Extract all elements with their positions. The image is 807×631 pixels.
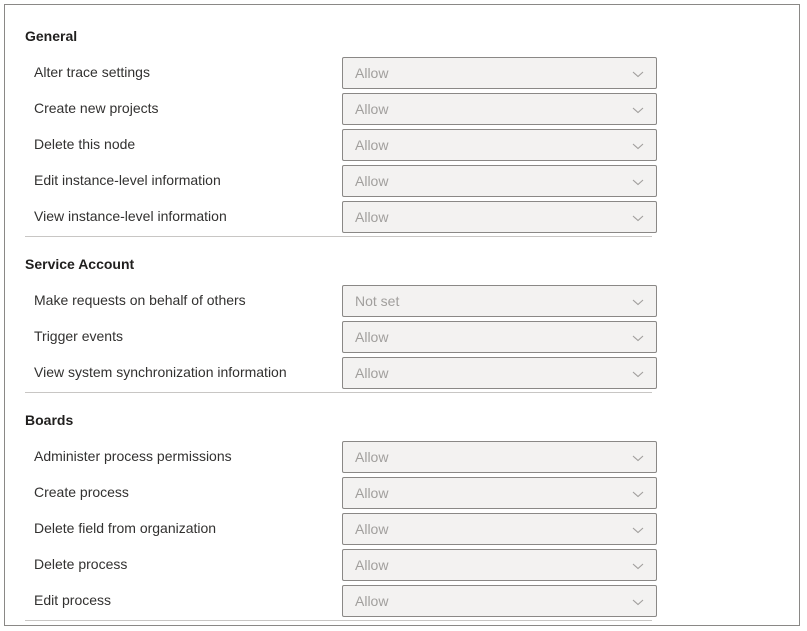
dropdown-value: Allow (355, 329, 389, 345)
permission-row (5, 439, 799, 475)
permission-row (5, 55, 799, 91)
permission-label: Trigger events (34, 328, 123, 344)
permission-row (5, 91, 799, 127)
chevron-down-icon (632, 452, 644, 464)
permission-label: Edit process (34, 592, 112, 608)
dropdown-value: Allow (355, 209, 389, 225)
permission-dropdown[interactable] (342, 57, 657, 89)
permission-dropdown[interactable] (342, 285, 657, 317)
permission-row (5, 355, 799, 391)
permission-dropdown[interactable] (342, 585, 657, 617)
permission-dropdown[interactable] (342, 129, 657, 161)
dropdown-value: Allow (355, 365, 389, 381)
chevron-down-icon (632, 68, 644, 80)
permission-dropdown[interactable] (342, 441, 657, 473)
dropdown-value: Allow (355, 101, 389, 117)
chevron-down-icon (632, 212, 644, 224)
chevron-down-icon (632, 104, 644, 116)
permission-dropdown[interactable] (342, 165, 657, 197)
permission-row (5, 547, 799, 583)
permission-label: Delete process (34, 556, 128, 572)
chevron-down-icon (632, 596, 644, 608)
permission-dropdown[interactable] (342, 549, 657, 581)
section-title: Boards (25, 412, 74, 428)
permission-dropdown[interactable] (342, 357, 657, 389)
permission-row (5, 199, 799, 235)
section-title: General (25, 28, 78, 44)
permission-row (5, 163, 799, 199)
permission-dropdown[interactable] (342, 93, 657, 125)
permission-label: Administer process permissions (34, 448, 232, 464)
chevron-down-icon (632, 524, 644, 536)
permission-dropdown[interactable] (342, 477, 657, 509)
permission-label: Edit instance-level information (34, 172, 221, 188)
chevron-down-icon (632, 140, 644, 152)
chevron-down-icon (632, 332, 644, 344)
section-divider (25, 620, 652, 621)
permission-dropdown[interactable] (342, 201, 657, 233)
permission-row (5, 283, 799, 319)
section-divider (25, 236, 652, 237)
dropdown-value: Not set (355, 293, 400, 309)
permission-label: Make requests on behalf of others (34, 292, 246, 308)
permission-label: Delete this node (34, 136, 136, 152)
permission-label: View instance-level information (34, 208, 227, 224)
dropdown-value: Allow (355, 557, 389, 573)
permission-label: Create new projects (34, 100, 159, 116)
section-divider (25, 392, 652, 393)
permission-dropdown[interactable] (342, 321, 657, 353)
dropdown-value: Allow (355, 449, 389, 465)
permission-label: View system synchronization information (34, 364, 287, 380)
chevron-down-icon (632, 560, 644, 572)
permission-dropdown[interactable] (342, 513, 657, 545)
chevron-down-icon (632, 368, 644, 380)
chevron-down-icon (632, 296, 644, 308)
dropdown-value: Allow (355, 521, 389, 537)
permission-row (5, 583, 799, 619)
permission-row (5, 319, 799, 355)
permission-row (5, 475, 799, 511)
permissions-panel (4, 4, 800, 626)
dropdown-value: Allow (355, 485, 389, 501)
dropdown-value: Allow (355, 65, 389, 81)
dropdown-value: Allow (355, 593, 389, 609)
chevron-down-icon (632, 176, 644, 188)
dropdown-value: Allow (355, 173, 389, 189)
section-title: Service Account (25, 256, 135, 272)
permission-row (5, 127, 799, 163)
permission-row (5, 511, 799, 547)
permission-label: Delete field from organization (34, 520, 217, 536)
permission-label: Alter trace settings (34, 64, 150, 80)
permission-label: Create process (34, 484, 129, 500)
chevron-down-icon (632, 488, 644, 500)
dropdown-value: Allow (355, 137, 389, 153)
